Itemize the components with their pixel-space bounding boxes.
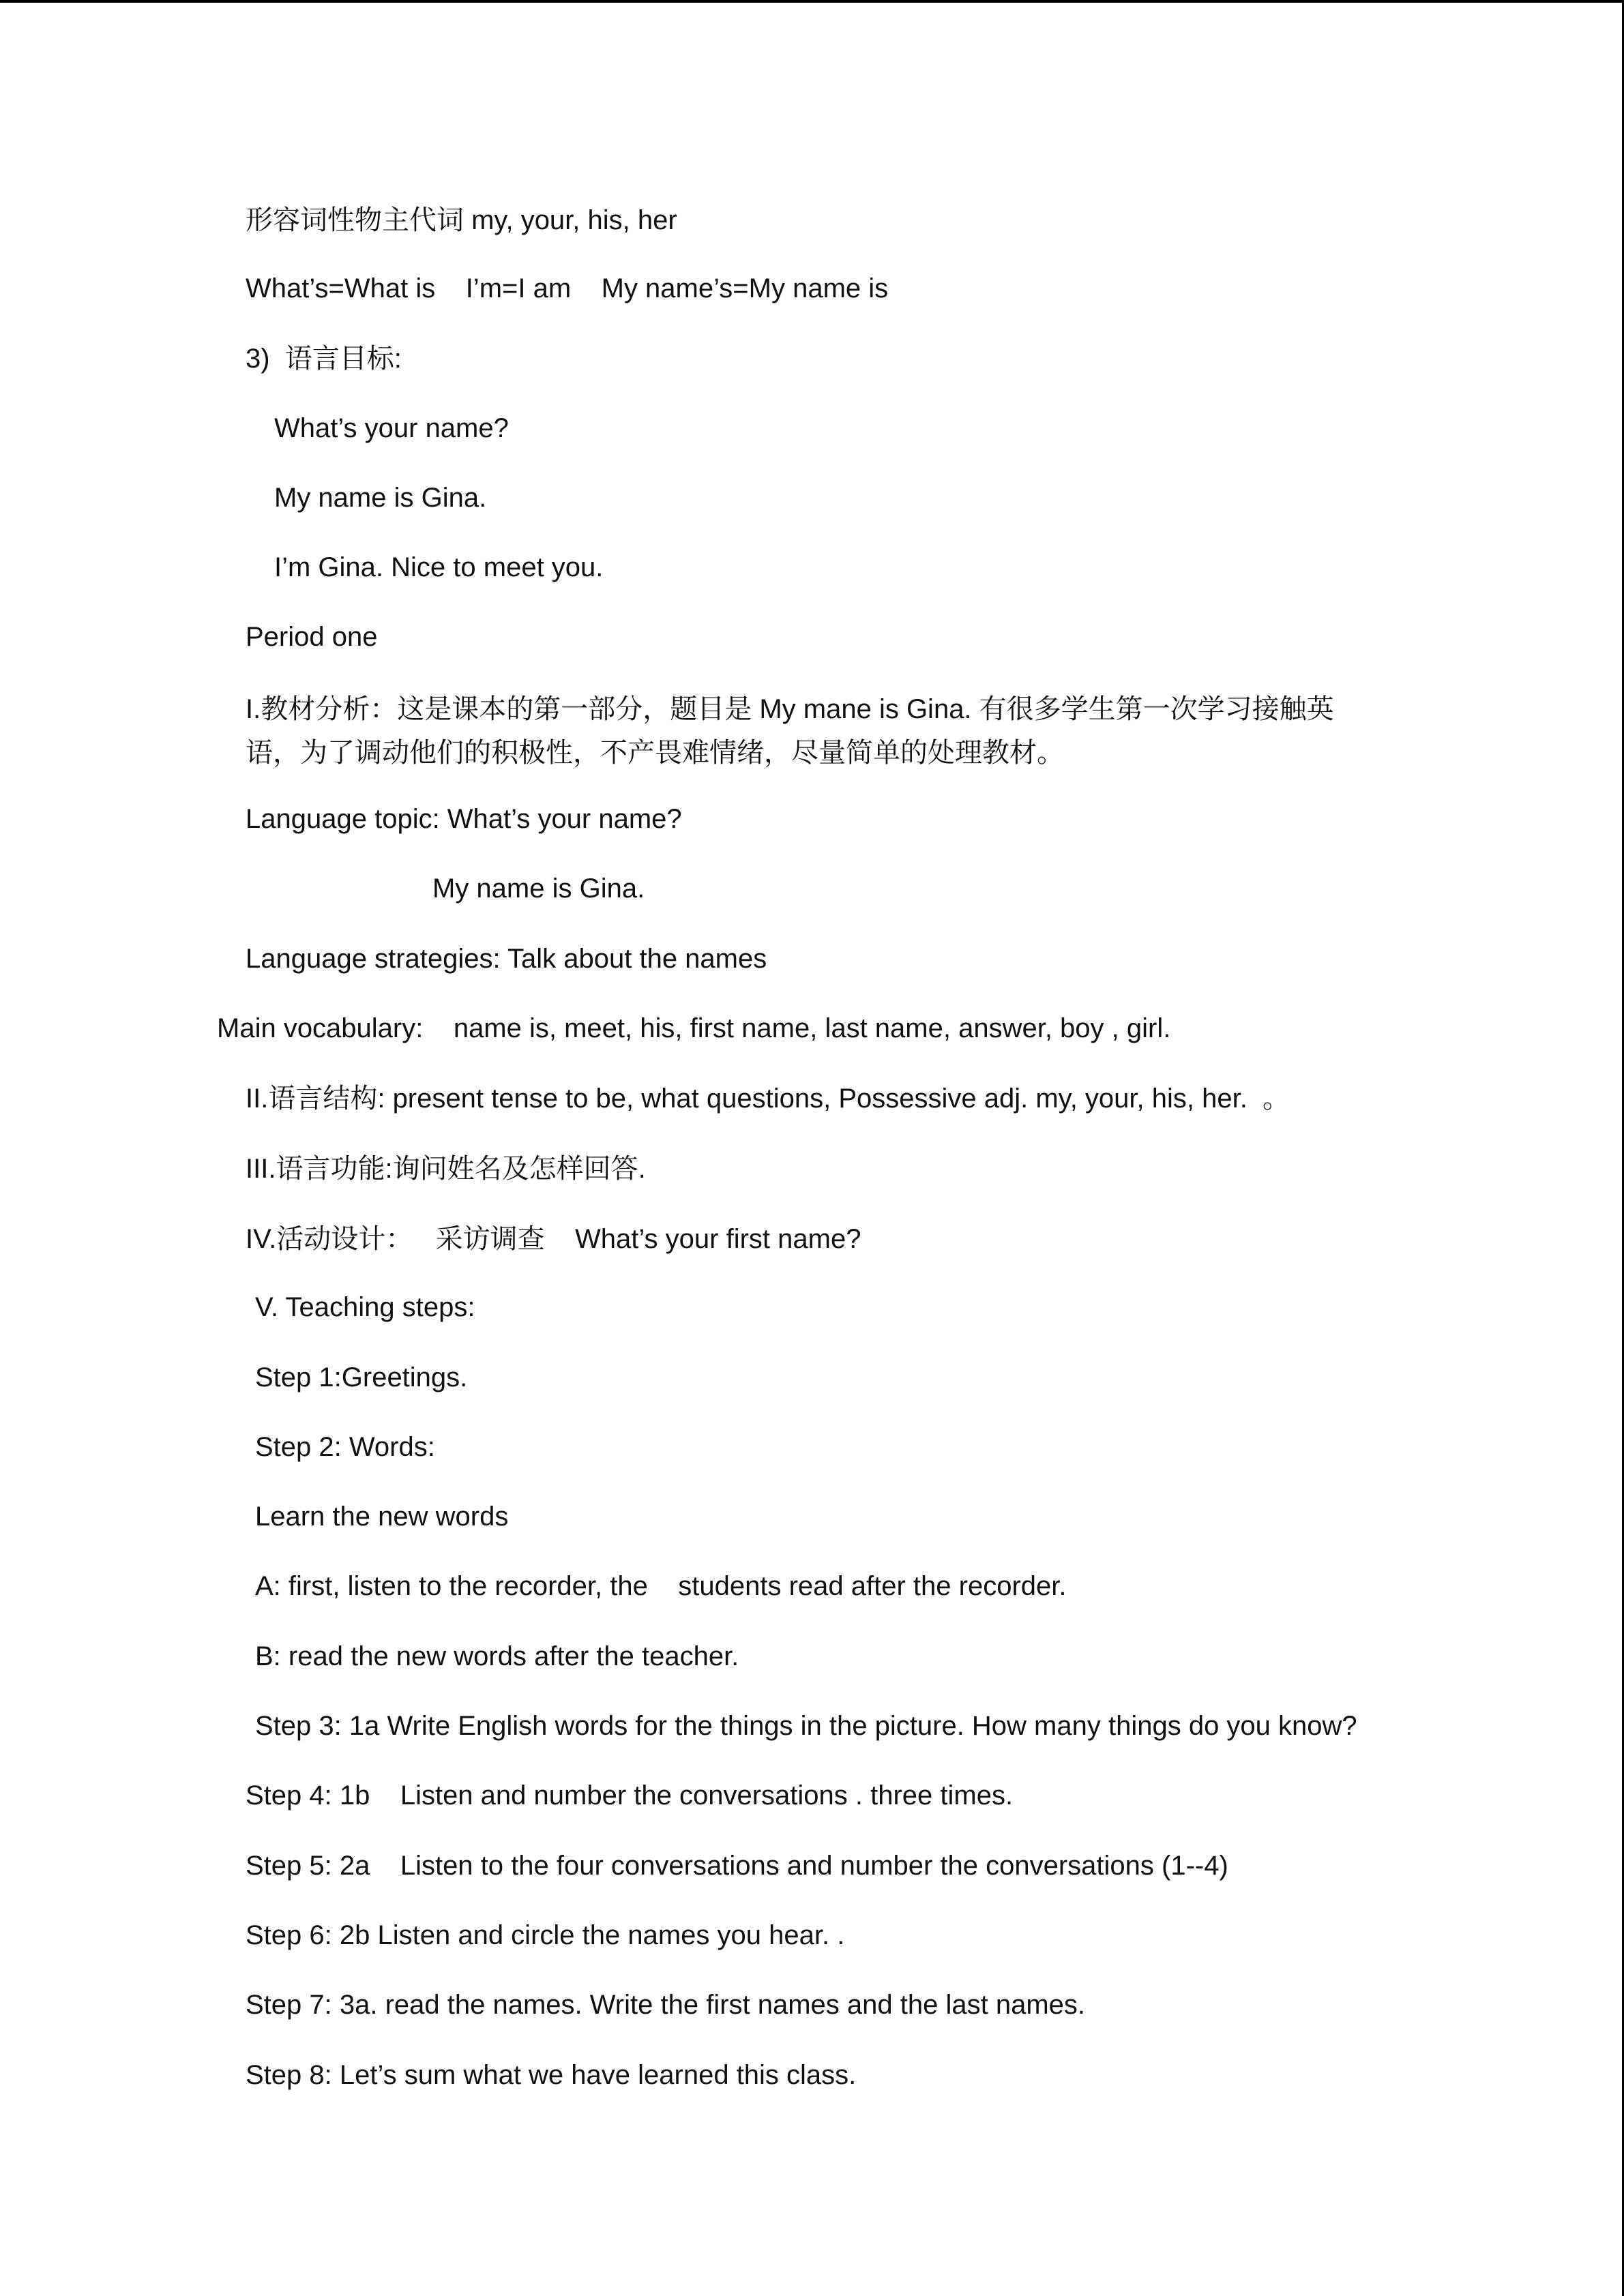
step-4-line: Step 4: 1b Listen and number the conversations . three times.	[246, 1780, 1014, 1810]
learn-words-line: Learn the new words	[255, 1502, 509, 1532]
main-vocabulary-line: Main vocabulary: name is, meet, his, first name, last name, answer, boy , girl.	[217, 1013, 1171, 1043]
goal-answer: My name is Gina.	[274, 483, 487, 513]
step-7-line: Step 7: 3a. read the names. Write the first names and the last names.	[246, 1990, 1086, 2020]
step-6-line: Step 6: 2b Listen and circle the names you hear. .	[246, 1920, 845, 1950]
language-topic-answer: My name is Gina.	[432, 874, 645, 904]
language-structure-line: II.语言结构: present tense to be, what questions, Possessive adj. my, your, his, her. 。	[246, 1084, 1290, 1114]
goal-question: What’s your name?	[274, 413, 509, 443]
language-goals-heading: 3) 语言目标:	[246, 344, 402, 374]
top-border-line	[0, 0, 1624, 3]
possessive-pronouns-line: 形容词性物主代词 my, your, his, her	[246, 205, 677, 235]
language-function-line: III.语言功能:询问姓名及怎样回答.	[246, 1154, 646, 1184]
contractions-line: What’s=What is I’m=I am My name’s=My name is	[246, 273, 889, 303]
goal-greeting: I’m Gina. Nice to meet you.	[274, 552, 604, 582]
teaching-steps-heading: V. Teaching steps:	[255, 1292, 475, 1322]
step-1-line: Step 1:Greetings.	[255, 1362, 468, 1392]
language-strategies-line: Language strategies: Talk about the names	[246, 944, 767, 974]
step-8-line: Step 8: Let’s sum what we have learned this class.	[246, 2060, 857, 2090]
step-2-b-line: B: read the new words after the teacher.	[255, 1641, 739, 1671]
textbook-analysis-paragraph: I.教材分析：这是课本的第一部分，题目是 My mane is Gina. 有很多学生第一次学习接触英语，为了调动他们的积极性，不产畏难情绪，尽量简单的处理教材。	[246, 694, 1334, 768]
step-2-line: Step 2: Words:	[255, 1432, 435, 1462]
step-5-line: Step 5: 2a Listen to the four conversations and number the conversations (1--4)	[246, 1851, 1228, 1881]
activity-design-line: IV.活动设计： 采访调查 What’s your first name?	[246, 1224, 861, 1254]
step-3-line: Step 3: 1a Write English words for the things in the picture. How many things do you know?	[255, 1711, 1357, 1741]
period-heading: Period one	[246, 622, 378, 652]
language-topic-line: Language topic: What’s your name?	[246, 804, 682, 834]
step-2-a-line: A: first, listen to the recorder, the students read after the recorder.	[255, 1571, 1067, 1601]
